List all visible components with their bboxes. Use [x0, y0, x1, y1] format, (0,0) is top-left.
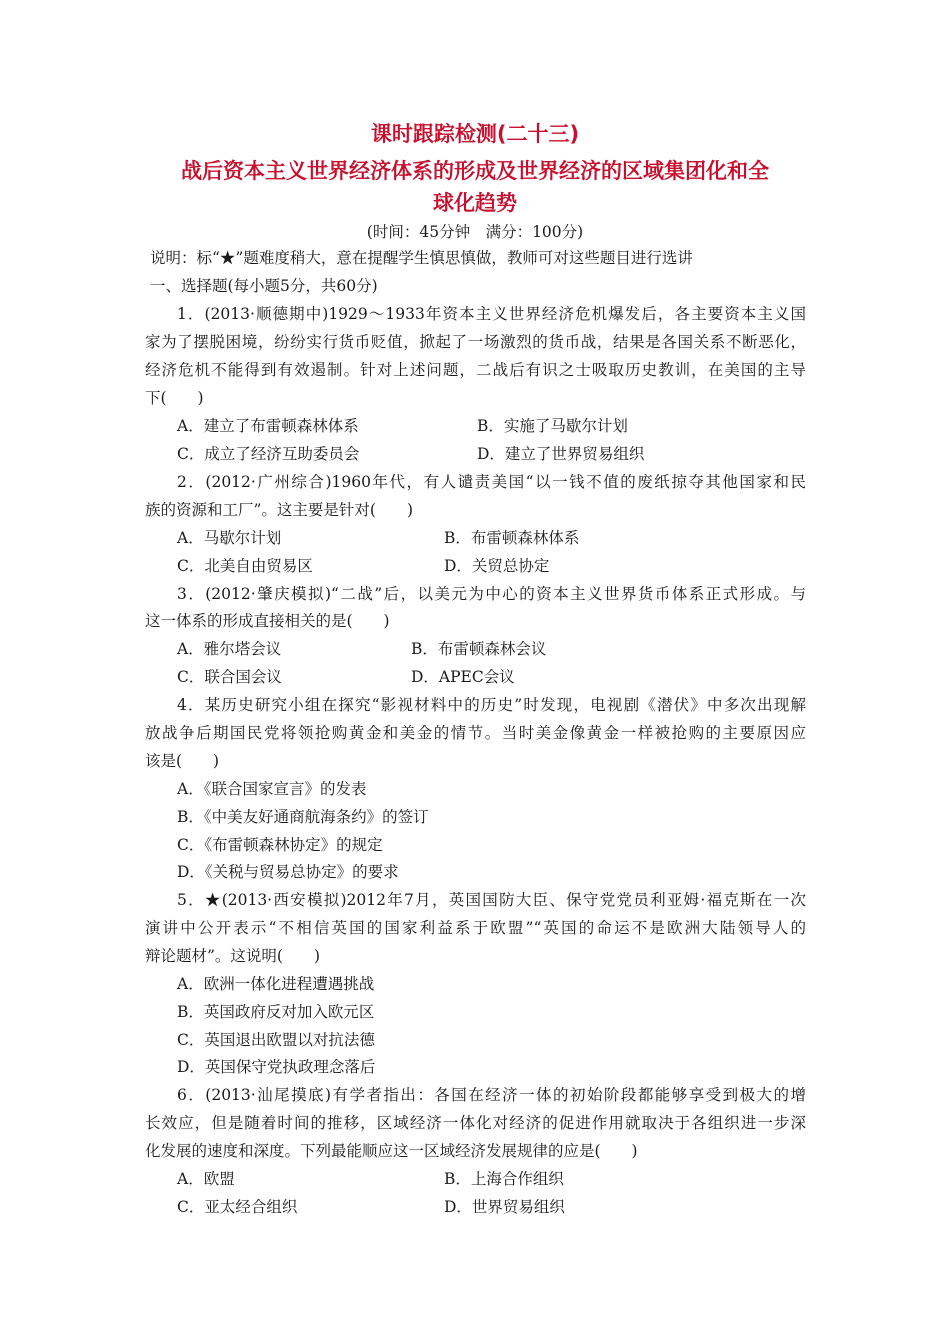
- question-4-option-d: D．《关税与贸易总协定》的要求: [177, 863, 399, 881]
- question-1-option-a: A．建立了布雷顿森林体系: [177, 417, 359, 435]
- time-score-meta: (时间：45分钟 满分：100分): [366, 223, 584, 241]
- question-2-option-b: B．布雷顿森林体系: [444, 529, 580, 547]
- question-6-line-2: 长效应，但是随着时间的推移，区域经济一体化对经济的促进作用就取决于各组织进一步深: [145, 1114, 806, 1132]
- question-4-option-c: C．《布雷顿森林协定》的规定: [177, 836, 383, 854]
- question-6-line-3: 化发展的速度和深度。下列最能顺应这一区域经济发展规律的应是( ): [145, 1142, 638, 1160]
- question-6-line-1: 6．(2013·汕尾摸底)有学者指出：各国在经济一体的初始阶段都能够享受到极大的增: [177, 1086, 806, 1104]
- question-1-line-3: 经济危机不能得到有效遏制。针对上述问题，二战后有识之士吸取历史教训，在美国的主导: [145, 361, 806, 379]
- question-2-option-c: C．北美自由贸易区: [177, 557, 313, 575]
- question-6-option-b: B．上海合作组织: [444, 1170, 564, 1188]
- question-3-option-d: D．APEC会议: [411, 668, 515, 686]
- doc-title: 课时跟踪检测(二十三): [370, 122, 580, 146]
- question-1-option-b: B．实施了马歇尔计划: [477, 417, 628, 435]
- instruction-note: 说明：标“★”题难度稍大，意在提醒学生慎思慎做，教师可对这些题目进行选讲: [150, 249, 693, 267]
- question-4-option-b: B．《中美友好通商航海条约》的签订: [177, 808, 429, 826]
- question-1-line-1: 1．(2013·顺德期中)1929～1933年资本主义世界经济危机爆发后，各主要资本主义国: [177, 305, 806, 323]
- question-4-line-2: 放战争后期国民党将领抢购黄金和美金的情节。当时美金像黄金一样被抢购的主要原因应: [145, 724, 806, 742]
- question-2-option-a: A．马歇尔计划: [177, 529, 282, 547]
- question-3-option-b: B．布雷顿森林会议: [411, 640, 547, 658]
- question-2-line-2: 族的资源和工厂”。这主要是针对( ): [145, 501, 414, 519]
- question-3-line-2: 这一体系的形成直接相关的是( ): [145, 612, 390, 630]
- question-4-line-1: 4．某历史研究小组在探究“影视材料中的历史”时发现，电视剧《潜伏》中多次出现解: [177, 696, 806, 714]
- question-6-option-a: A．欧盟: [177, 1170, 235, 1188]
- question-4-option-a: A．《联合国家宣言》的发表: [177, 780, 367, 798]
- question-5-line-3: 辩论题材”。这说明( ): [145, 947, 321, 965]
- question-3-option-c: C．联合国会议: [177, 668, 282, 686]
- question-4-line-3: 该是( ): [145, 752, 220, 770]
- question-1-option-d: D．建立了世界贸易组织: [477, 445, 645, 463]
- question-6-option-d: D．世界贸易组织: [444, 1198, 565, 1216]
- doc-subtitle-line1: 战后资本主义世界经济体系的形成及世界经济的区域集团化和全: [181, 159, 769, 183]
- question-1-line-2: 家为了摆脱困境，纷纷实行货币贬值，掀起了一场激烈的货币战，结果是各国关系不断恶化，: [145, 333, 806, 351]
- question-1-option-c: C．成立了经济互助委员会: [177, 445, 360, 463]
- question-1-line-4: 下( ): [145, 389, 204, 407]
- question-5-option-c: C．英国退出欧盟以对抗法德: [177, 1031, 375, 1049]
- question-2-line-1: 2．(2012·广州综合)1960年代，有人谴责美国“以一钱不值的废纸掠夺其他国家和民: [177, 473, 806, 491]
- doc-subtitle-line2: 球化趋势: [433, 191, 517, 215]
- question-5-line-2: 演讲中公开表示“不相信英国的国家利益系于欧盟”“英国的命运不是欧洲大陆领导人的: [145, 919, 806, 937]
- question-5-option-a: A．欧洲一体化进程遭遇挑战: [177, 975, 375, 993]
- question-3-line-1: 3．(2012·肇庆模拟)“二战”后，以美元为中心的资本主义世界货币体系正式形成。与: [177, 585, 806, 603]
- question-5-line-1: 5．★(2013·西安模拟)2012年7月，英国国防大臣、保守党党员利亚姆·福克斯在一次: [177, 891, 806, 909]
- question-6-option-c: C．亚太经合组织: [177, 1198, 298, 1216]
- section-heading: 一、选择题(每小题5分，共60分): [150, 277, 378, 295]
- question-5-option-b: B．英国政府反对加入欧元区: [177, 1003, 375, 1021]
- question-2-option-d: D．关贸总协定: [444, 557, 550, 575]
- question-3-option-a: A．雅尔塔会议: [177, 640, 282, 658]
- question-5-option-d: D．英国保守党执政理念落后: [177, 1058, 376, 1076]
